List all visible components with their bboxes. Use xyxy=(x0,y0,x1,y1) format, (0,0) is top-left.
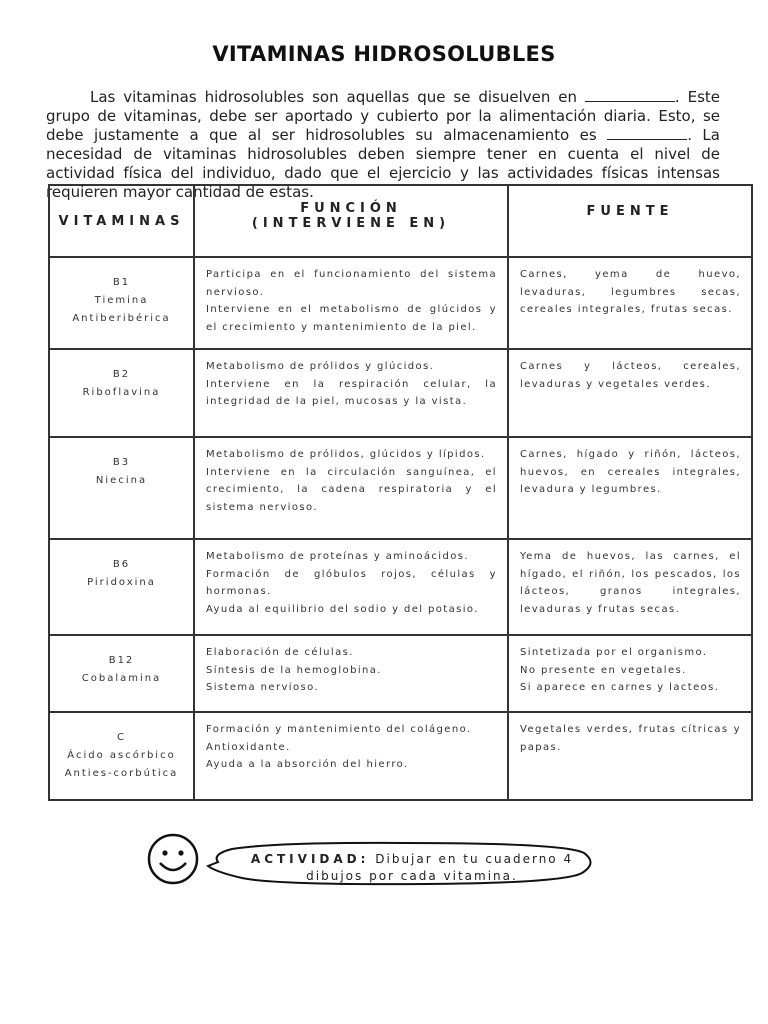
intro-part-1: Las vitaminas hidrosolubles son aquellas que se disuelven en xyxy=(90,88,577,106)
header-vitaminas: VITAMINAS xyxy=(49,185,194,257)
source-cell-line: No presente en vegetales. xyxy=(520,664,687,676)
source-cell-line: Carnes y lácteos, cereales, levaduras y vegetales verdes. xyxy=(520,361,741,390)
vitamin-name-cell-line: B12 xyxy=(108,655,135,666)
function-cell-line: Metabolismo de prólidos y glúcidos. xyxy=(206,361,435,372)
source-cell-line: Yema de huevos, las carnes, el hígado, el riñón, los pescados, los lácteos, granos integrales, levaduras y frutas secas. xyxy=(520,551,741,615)
function-cell xyxy=(194,437,508,539)
table-row xyxy=(49,437,752,539)
header-funcion-line1: FUNCIÓN xyxy=(300,201,402,216)
activity-text: Dibujar en tu cuaderno 4 dibujos por cada vitamina. xyxy=(306,852,574,883)
function-cell-line: Antioxidante. xyxy=(206,741,291,753)
table-row xyxy=(49,712,752,800)
vitamin-name-cell xyxy=(49,349,194,437)
source-cell xyxy=(508,437,752,539)
function-cell-line: Formación y mantenimiento del colágeno. xyxy=(206,724,472,735)
vitamin-name-cell xyxy=(49,712,194,800)
smiley-face-icon xyxy=(149,835,197,883)
vitamin-name-cell-line: Tiemina xyxy=(94,295,149,306)
source-cell-line: Carnes, yema de huevo, levaduras, legumbres secas, cereales integrales, frutas secas. xyxy=(520,269,741,315)
vitamin-name-cell-line: Piridoxina xyxy=(87,577,156,588)
function-cell xyxy=(194,635,508,712)
function-cell-line: Ayuda a la absorción del hierro. xyxy=(206,759,409,770)
page-title: VITAMINAS HIDROSOLUBLES xyxy=(212,42,556,66)
table-header-row xyxy=(49,185,752,257)
header-funcion-line2: (INTERVIENE EN) xyxy=(251,216,451,231)
function-cell-line: Síntesis de la hemoglobina. xyxy=(206,664,382,676)
function-cell-line: Interviene en la circulación sanguínea, el crecimiento, la cadena respiratoria y el sistema nervioso. xyxy=(206,466,497,513)
header-funcion xyxy=(194,185,508,257)
function-cell xyxy=(194,349,508,437)
vitamin-name-cell-line: B3 xyxy=(112,457,131,468)
vitamin-name-cell-line: Anties-corbútica xyxy=(64,768,179,779)
function-cell-line: Formación de glóbulos rojos, células y hormonas. xyxy=(206,568,497,597)
intro-part-3: . La necesidad de vitaminas hidrosolubles deben siempre tener en cuenta el nivel de actividad física del individuo, dado que el ejercicio y las actividades físicas intensas requieren mayor cantidad de estas. xyxy=(46,126,720,201)
function-cell-line: Interviene en el metabolismo de glúcidos y el crecimiento y mantenimiento de la piel. xyxy=(206,304,497,333)
vitamin-name-cell xyxy=(49,635,194,712)
table-row xyxy=(49,349,752,437)
table-row xyxy=(49,539,752,635)
function-cell-line: Elaboración de células. xyxy=(206,647,354,658)
header-fuente: FUENTE xyxy=(508,185,752,257)
source-cell-line: Vegetales verdes, frutas cítricas y papas. xyxy=(520,724,741,753)
vitamin-name-cell-line: Cobalamina xyxy=(81,673,162,684)
vitamin-name-cell xyxy=(49,539,194,635)
source-cell-line: Carnes, hígado y riñón, lácteos, huevos, en cereales integrales, levadura y legumbres. xyxy=(520,449,741,495)
function-cell-line: Participa en el funcionamiento del sistema nervioso. xyxy=(206,269,497,298)
table-row xyxy=(49,635,752,712)
table-row xyxy=(49,257,752,349)
fill-in-blank-2 xyxy=(607,127,687,140)
intro-part-2: . Este grupo de vitaminas, debe ser aportado y cubierto por la alimentación diaria. Esto, se debe justamente a que al ser hidrosolubles su almacenamiento es xyxy=(46,88,720,144)
function-cell-line: Interviene en la respiración celular, la integridad de la piel, mucosas y la vista. xyxy=(206,378,497,407)
vitamin-name-cell-line: C xyxy=(117,732,126,743)
vitamin-name-cell-line: Niecina xyxy=(95,475,148,486)
vitamins-table xyxy=(48,184,753,801)
source-cell xyxy=(508,712,752,800)
fill-in-blank-1 xyxy=(585,89,675,102)
function-cell-line: Sistema nervioso. xyxy=(206,682,320,693)
function-cell xyxy=(194,257,508,349)
activity-label: ACTIVIDAD: xyxy=(250,852,370,866)
activity-instruction xyxy=(232,851,592,885)
vitamin-name-cell-line: B2 xyxy=(112,369,131,380)
vitamin-name-cell xyxy=(49,437,194,539)
vitamin-name-cell-line: Antiberibérica xyxy=(72,313,171,324)
vitamin-name-cell-line: B6 xyxy=(112,559,131,570)
source-cell xyxy=(508,635,752,712)
vitamin-name-cell xyxy=(49,257,194,349)
source-cell-line: Si aparece en carnes y lacteos. xyxy=(520,682,720,693)
function-cell-line: Metabolismo de proteínas y aminoácidos. xyxy=(206,551,469,562)
function-cell-line: Ayuda al equilibrio del sodio y del potasio. xyxy=(206,603,479,615)
source-cell xyxy=(508,257,752,349)
vitamin-name-cell-line: B1 xyxy=(112,277,131,288)
vitamin-name-cell-line: Ácido ascórbico xyxy=(67,750,176,761)
source-cell-line: Sintetizada por el organismo. xyxy=(520,647,708,658)
source-cell xyxy=(508,539,752,635)
function-cell xyxy=(194,539,508,635)
function-cell-line: Metabolismo de prólidos, glúcidos y lípidos. xyxy=(206,449,486,460)
function-cell xyxy=(194,712,508,800)
vitamin-name-cell-line: Riboflavina xyxy=(82,387,161,398)
source-cell xyxy=(508,349,752,437)
